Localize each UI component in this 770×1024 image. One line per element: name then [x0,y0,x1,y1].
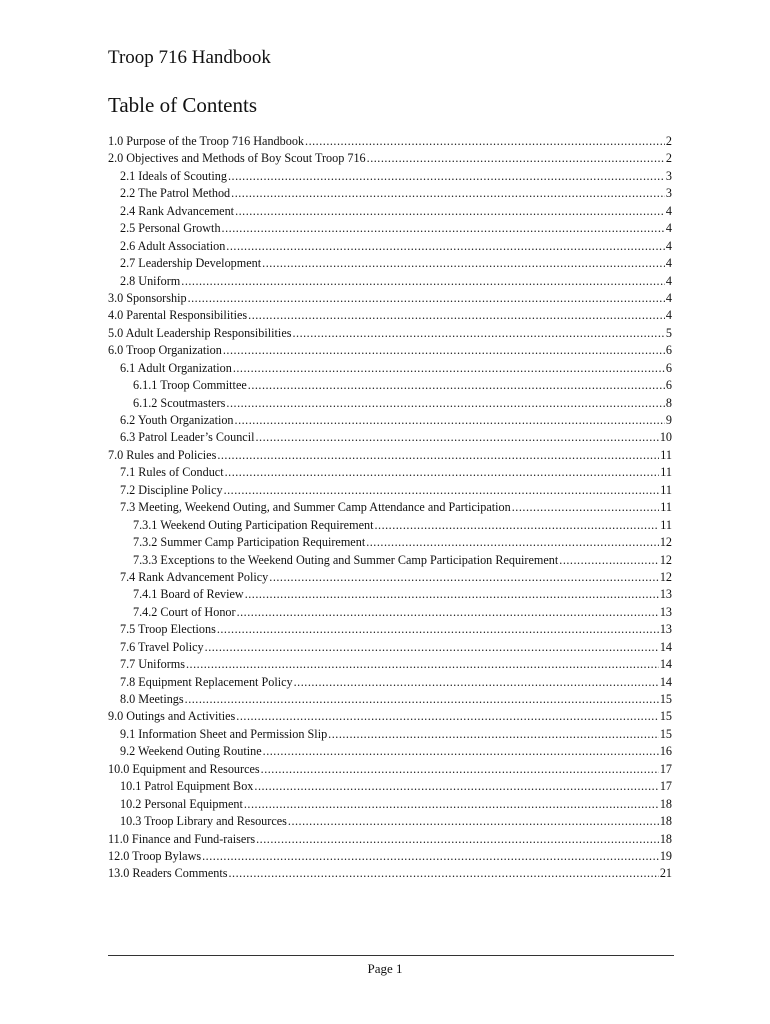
toc-entry-page: 4 [665,290,672,305]
toc-entry-title: 7.0 Rules and Policies [108,447,217,462]
toc-dot-leader [244,796,659,813]
toc-entry-page: 2 [665,134,672,148]
toc-entry-page: 6 [665,378,672,393]
toc-entry-title: 7.4 Rank Advancement Policy [120,569,269,584]
toc-entry-page: 17 [659,761,672,776]
toc-entry-title: 4.0 Parental Responsibilities [108,308,248,323]
toc-entry-title: 6.1.2 Scoutmasters [133,395,226,410]
toc-dot-leader [225,464,660,481]
toc-dot-leader [217,621,659,638]
toc-entry-title: 7.3.3 Exceptions to the Weekend Outing and Summer Camp Participation Requirement [133,552,559,567]
toc-dot-leader [224,482,660,499]
toc-entry-page: 5 [665,325,672,340]
toc-heading: Table of Contents [108,93,257,117]
toc-entry-page: 9 [665,413,672,427]
toc-entry[interactable] [108,429,672,446]
toc-entry-title: 9.2 Weekend Outing Routine [120,744,262,759]
toc-entry-page: 3 [665,168,672,183]
toc-entry-page: 12 [659,535,672,550]
toc-entry-title: 7.6 Travel Policy [120,639,204,654]
toc-entry-page: 4 [665,273,672,288]
toc-entry-page: 13 [659,587,672,602]
toc-entry-title: 7.3 Meeting, Weekend Outing, and Summer Camp Attendance and Participation [120,500,511,515]
toc-dot-leader [288,813,659,830]
toc-entry[interactable] [108,761,672,778]
toc-entry[interactable] [108,499,672,516]
toc-entry-page: 6 [665,343,672,358]
toc-entry[interactable] [108,708,672,725]
toc-entry[interactable] [108,604,672,621]
toc-entry[interactable] [108,203,672,220]
toc-entry[interactable] [108,150,672,167]
toc-dot-leader [366,534,659,551]
toc-entry-page: 17 [659,779,672,794]
toc-entry[interactable] [108,395,672,412]
toc-entry-page: 10 [659,430,672,445]
toc-entry-page: 14 [659,639,672,654]
toc-entry-page: 3 [665,186,672,201]
toc-entry[interactable] [108,674,672,691]
toc-entry[interactable] [108,482,672,499]
toc-entry-title: 6.2 Youth Organization [120,413,234,427]
toc-entry-title: 6.1.1 Troop Committee [133,378,247,393]
toc-dot-leader [235,412,665,429]
toc-entry-title: 11.0 Finance and Fund-raisers [108,831,256,846]
toc-entry-page: 13 [659,604,672,619]
toc-entry[interactable] [108,726,672,743]
toc-entry-title: 2.8 Uniform [120,273,181,288]
toc-entry-title: 2.2 The Patrol Method [120,186,231,201]
toc-entry-page: 8 [665,395,672,410]
toc-entry-page: 4 [665,256,672,271]
toc-dot-leader [185,691,659,708]
toc-dot-leader [512,499,660,516]
toc-entry-title: 6.1 Adult Organization [120,360,232,375]
toc-entry[interactable] [108,325,672,342]
toc-entry-title: 2.0 Objectives and Methods of Boy Scout Troop 716 [108,151,366,166]
toc-entry-title: 7.1 Rules of Conduct [120,465,224,480]
toc-dot-leader [294,674,659,691]
table-of-contents [108,133,672,883]
toc-entry[interactable] [108,360,672,377]
toc-dot-leader [235,203,665,220]
toc-entry-title: 7.4.1 Board of Review [133,587,244,602]
toc-dot-leader [226,238,665,255]
toc-dot-leader [217,447,659,464]
toc-entry-page: 4 [665,203,672,218]
toc-entry[interactable] [108,464,672,481]
toc-dot-leader [261,761,659,778]
toc-entry-title: 7.4.2 Court of Honor [133,604,236,619]
toc-entry-page: 2 [665,151,672,166]
toc-dot-leader [328,726,659,743]
toc-entry-title: 7.3.2 Summer Camp Participation Requirement [133,535,366,550]
toc-dot-leader [202,848,659,865]
toc-entry-page: 18 [659,796,672,811]
toc-dot-leader [262,255,665,272]
toc-entry-title: 7.3.1 Weekend Outing Participation Requirement [133,517,374,532]
page-number: Page 1 [367,961,403,976]
toc-entry-title: 10.3 Troop Library and Resources [120,814,287,829]
toc-dot-leader [229,865,659,882]
toc-entry-page: 14 [659,674,672,689]
toc-entry-title: 9.1 Information Sheet and Permission Slip [120,726,328,741]
toc-entry-page: 18 [659,814,672,829]
toc-entry-page: 11 [660,517,672,532]
toc-dot-leader [223,342,665,359]
toc-entry[interactable] [108,220,672,237]
toc-dot-leader [222,220,665,237]
toc-entry-title: 5.0 Adult Leadership Responsibilities [108,325,292,340]
toc-entry-title: 1.0 Purpose of the Troop 716 Handbook [108,134,305,148]
toc-entry[interactable] [108,290,672,307]
toc-entry[interactable] [108,377,672,394]
toc-entry-title: 2.4 Rank Advancement [120,203,235,218]
toc-dot-leader [236,708,659,725]
toc-entry[interactable] [108,273,672,290]
toc-dot-leader [233,360,665,377]
toc-dot-leader [231,185,665,202]
toc-entry-title: 2.6 Adult Association [120,238,226,253]
toc-entry[interactable] [108,517,672,534]
toc-dot-leader [256,831,659,848]
toc-dot-leader [248,377,665,394]
toc-dot-leader [188,290,665,307]
toc-entry-page: 4 [665,221,672,236]
toc-entry[interactable] [108,778,672,795]
toc-dot-leader [226,395,664,412]
toc-dot-leader [181,273,665,290]
toc-dot-leader [269,569,659,586]
document-title: Troop 716 Handbook [108,47,271,68]
toc-dot-leader [559,552,659,569]
toc-dot-leader [374,517,659,534]
toc-entry[interactable] [108,656,672,673]
toc-entry[interactable] [108,848,672,865]
toc-entry-title: 2.5 Personal Growth [120,221,221,236]
toc-entry[interactable] [108,133,672,150]
toc-dot-leader [228,168,665,185]
toc-entry-title: 7.2 Discipline Policy [120,482,223,497]
toc-entry-title: 10.1 Patrol Equipment Box [120,779,254,794]
toc-dot-leader [292,325,664,342]
toc-entry[interactable] [108,552,672,569]
toc-entry[interactable] [108,813,672,830]
toc-entry-page: 12 [659,569,672,584]
toc-entry[interactable] [108,307,672,324]
toc-entry[interactable] [108,865,672,882]
toc-dot-leader [245,586,659,603]
toc-entry[interactable] [108,691,672,708]
toc-entry-page: 18 [659,831,672,846]
toc-entry-title: 10.0 Equipment and Resources [108,761,260,776]
toc-entry-title: 7.7 Uniforms [120,657,185,672]
toc-entry-title: 13.0 Readers Comments [108,866,228,881]
toc-entry-title: 7.5 Troop Elections [120,622,216,637]
toc-entry[interactable] [108,255,672,272]
toc-dot-leader [237,604,659,621]
toc-dot-leader [186,656,659,673]
toc-dot-leader [263,743,659,760]
toc-entry-page: 11 [660,500,672,515]
toc-entry-title: 8.0 Meetings [120,692,184,706]
toc-entry-page: 15 [659,709,672,724]
toc-entry-title: 10.2 Personal Equipment [120,796,243,811]
toc-dot-leader [205,639,659,656]
toc-entry[interactable] [108,831,672,848]
toc-dot-leader [305,133,665,150]
toc-entry-title: 7.8 Equipment Replacement Policy [120,674,293,689]
toc-entry-page: 14 [659,657,672,672]
toc-entry[interactable] [108,412,672,429]
toc-entry[interactable] [108,447,672,464]
toc-entry-page: 4 [665,238,672,253]
toc-entry[interactable] [108,168,672,185]
toc-entry-page: 4 [665,308,672,323]
toc-entry-page: 15 [659,692,672,706]
toc-entry-title: 12.0 Troop Bylaws [108,848,202,863]
toc-dot-leader [248,307,665,324]
toc-entry-title: 3.0 Sponsorship [108,290,187,305]
toc-entry[interactable] [108,586,672,603]
toc-entry-title: 6.3 Patrol Leader’s Council [120,430,255,445]
toc-entry-page: 11 [660,482,672,497]
toc-entry-page: 19 [659,848,672,863]
footer-divider [108,955,674,956]
toc-entry[interactable] [108,796,672,813]
toc-entry-page: 16 [659,744,672,759]
toc-entry[interactable] [108,569,672,586]
toc-entry-page: 6 [665,360,672,375]
toc-entry[interactable] [108,238,672,255]
toc-entry-page: 15 [659,726,672,741]
toc-dot-leader [254,778,658,795]
toc-entry[interactable] [108,185,672,202]
toc-entry[interactable] [108,743,672,760]
toc-entry[interactable] [108,621,672,638]
toc-entry-title: 2.1 Ideals of Scouting [120,168,227,183]
toc-entry-page: 21 [659,866,672,881]
toc-entry[interactable] [108,342,672,359]
toc-entry-page: 11 [660,447,672,462]
toc-entry-page: 12 [659,552,672,567]
toc-entry-title: 9.0 Outings and Activities [108,709,236,724]
toc-entry-title: 6.0 Troop Organization [108,343,222,358]
toc-entry[interactable] [108,639,672,656]
toc-entry-page: 13 [659,622,672,637]
toc-entry-title: 2.7 Leadership Development [120,256,262,271]
toc-entry-page: 11 [660,465,672,480]
toc-dot-leader [256,429,659,446]
toc-dot-leader [367,150,665,167]
toc-entry[interactable] [108,534,672,551]
